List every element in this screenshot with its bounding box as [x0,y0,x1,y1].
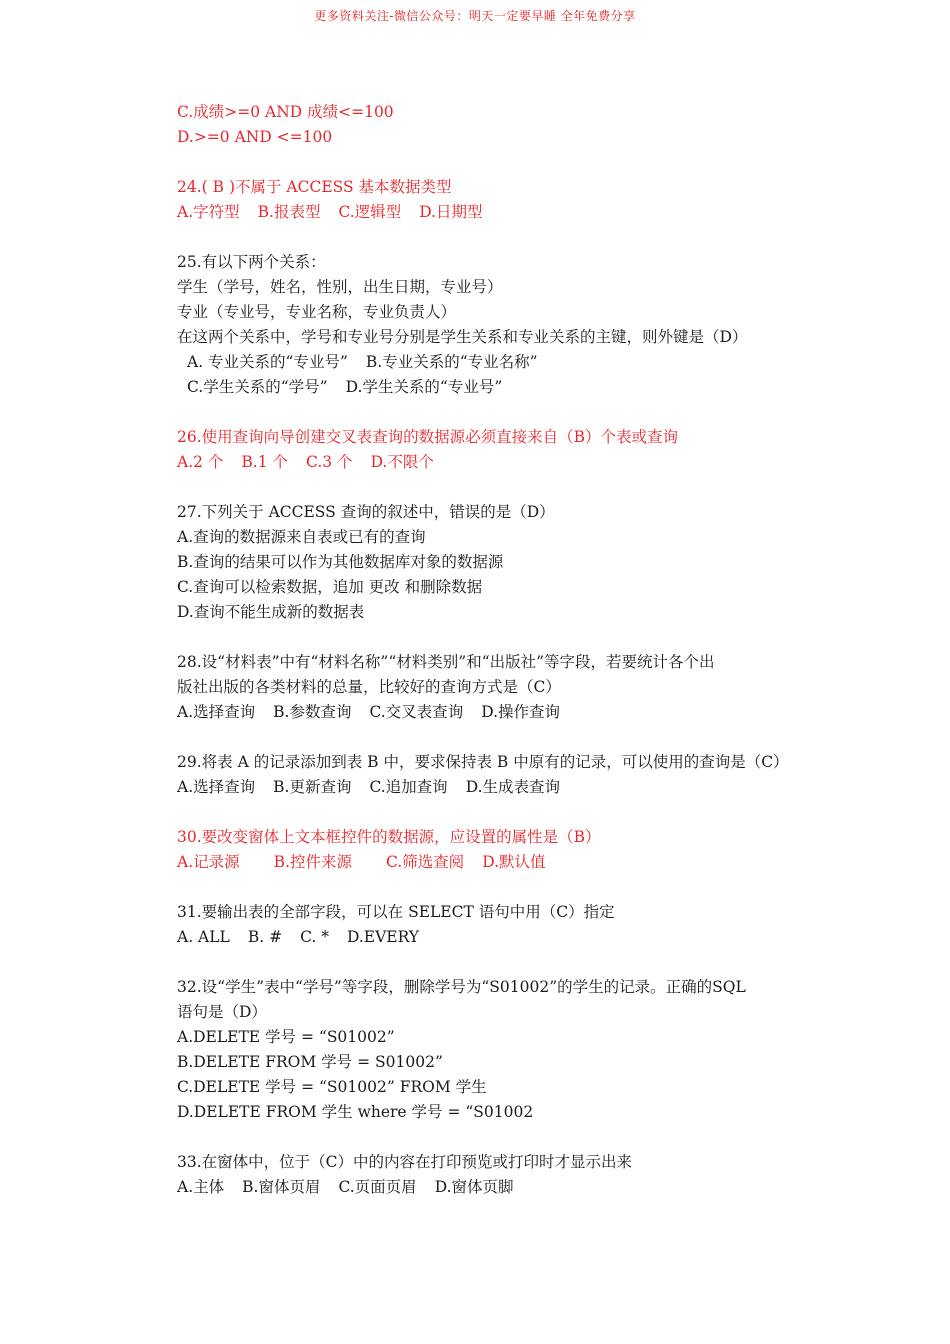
q31-option-c: C. * [300,928,329,946]
q31-option-d: D.EVERY [346,928,420,946]
q27-option-c: C.查询可以检索数据，追加 更改 和删除数据 [177,578,483,596]
q30-option-d: D.默认值 [482,853,546,871]
q31-options [177,925,817,950]
q32-option-c: C.DELETE 学号 = “S01002” FROM 学生 [177,1078,487,1096]
q27-option-b: B.查询的结果可以作为其他数据库对象的数据源 [177,553,504,571]
q28-option-c: C.交叉表查询 [369,703,464,721]
q25-option-c: C.学生关系的“学号” [187,378,328,396]
q25-options-ab [177,350,817,375]
q27-option-a: A.查询的数据源来自表或已有的查询 [177,528,426,546]
q30-option-c: C.筛选查阅 [385,853,465,871]
q33-options [177,1175,817,1200]
q32-stem-line1: 32.设“学生”表中“学号”等字段，删除学号为“S01002”的学生的记录。正确的SQL [177,978,746,996]
q25-option-a: A. 专业关系的“专业号” [187,353,348,371]
q26-option-b: B.1 个 [241,453,289,471]
q28-stem-line1: 28.设“材料表”中有“材料名称”“材料类别”和“出版社”等字段，若要统计各个出 [177,653,715,671]
q30-option-a: A.记录源 [177,853,240,871]
q32-option-a: A.DELETE 学号 = “S01002” [177,1028,395,1046]
q28-options [177,700,817,725]
q25-relation-major: 专业（专业号，专业名称，专业负责人） [177,303,457,321]
q30-options [177,850,817,875]
q25-question: 在这两个关系中，学号和专业号分别是学生关系和专业关系的主键，则外键是（D） [177,328,748,346]
q24-option-c: C.逻辑型 [338,203,402,221]
q29-option-c: C.追加查询 [369,778,448,796]
q29-option-b: B.更新查询 [273,778,352,796]
q32-stem-line2: 语句是（D） [177,1003,267,1021]
q26-option-c: C.3 个 [306,453,353,471]
q29-option-d: D.生成表查询 [465,778,561,796]
q26-option-d: D.不限个 [370,453,434,471]
q24-option-d: D.日期型 [419,203,483,221]
q24-options [177,200,817,225]
q31-stem: 31.要输出表的全部字段，可以在 SELECT 语句中用（C）指定 [177,903,615,921]
q29-stem: 29.将表 A 的记录添加到表 B 中，要求保持表 B 中原有的记录，可以使用的查询是（C） [177,753,789,771]
document-body [177,100,817,1200]
q31-option-b: B. # [247,928,283,946]
q25-option-b: B.专业关系的“专业名称” [365,353,538,371]
q32-option-b: B.DELETE FROM 学号 = S01002” [177,1053,443,1071]
q24-stem: 24.( B )不属于 ACCESS 基本数据类型 [177,178,452,196]
q32-option-d: D.DELETE FROM 学生 where 学号 = “S01002 [177,1103,534,1121]
q28-option-d: D.操作查询 [481,703,561,721]
q33-option-d: D.窗体页脚 [434,1178,514,1196]
q26-option-a: A.2 个 [177,453,224,471]
q29-options [177,775,817,800]
q30-stem: 30.要改变窗体上文本框控件的数据源，应设置的属性是（B） [177,828,601,846]
q28-option-b: B.参数查询 [273,703,352,721]
q23-option-d: D.>=0 AND <=100 [177,128,333,146]
q25-relation-student: 学生（学号，姓名，性别，出生日期，专业号） [177,278,503,296]
q33-option-b: B.窗体页眉 [242,1178,321,1196]
q27-stem: 27.下列关于 ACCESS 查询的叙述中，错误的是（D） [177,503,555,521]
q33-option-c: C.页面页眉 [338,1178,417,1196]
q25-options-cd [177,375,817,400]
q29-option-a: A.选择查询 [177,778,256,796]
q24-option-a: A.字符型 [177,203,240,221]
q33-option-a: A.主体 [177,1178,225,1196]
q28-option-a: A.选择查询 [177,703,256,721]
q33-stem: 33.在窗体中，位于（C）中的内容在打印预览或打印时才显示出来 [177,1153,633,1171]
q25-option-d: D.学生关系的“专业号” [345,378,503,396]
q24-option-b: B.报表型 [257,203,321,221]
q26-options [177,450,817,475]
q25-stem: 25.有以下两个关系： [177,253,326,271]
q31-option-a: A. ALL [177,928,230,946]
q27-option-d: D.查询不能生成新的数据表 [177,603,365,621]
q28-stem-line2: 版社出版的各类材料的总量，比较好的查询方式是（C） [177,678,561,696]
header-banner: 更多资料关注-微信公众号：明天一定要早睡 全年免费分享 [314,9,636,23]
q23-option-c: C.成绩>=0 AND 成绩<=100 [177,103,394,121]
q26-stem: 26.使用查询向导创建交叉表查询的数据源必须直接来自（B）个表或查询 [177,428,679,446]
q30-option-b: B.控件来源 [273,853,352,871]
